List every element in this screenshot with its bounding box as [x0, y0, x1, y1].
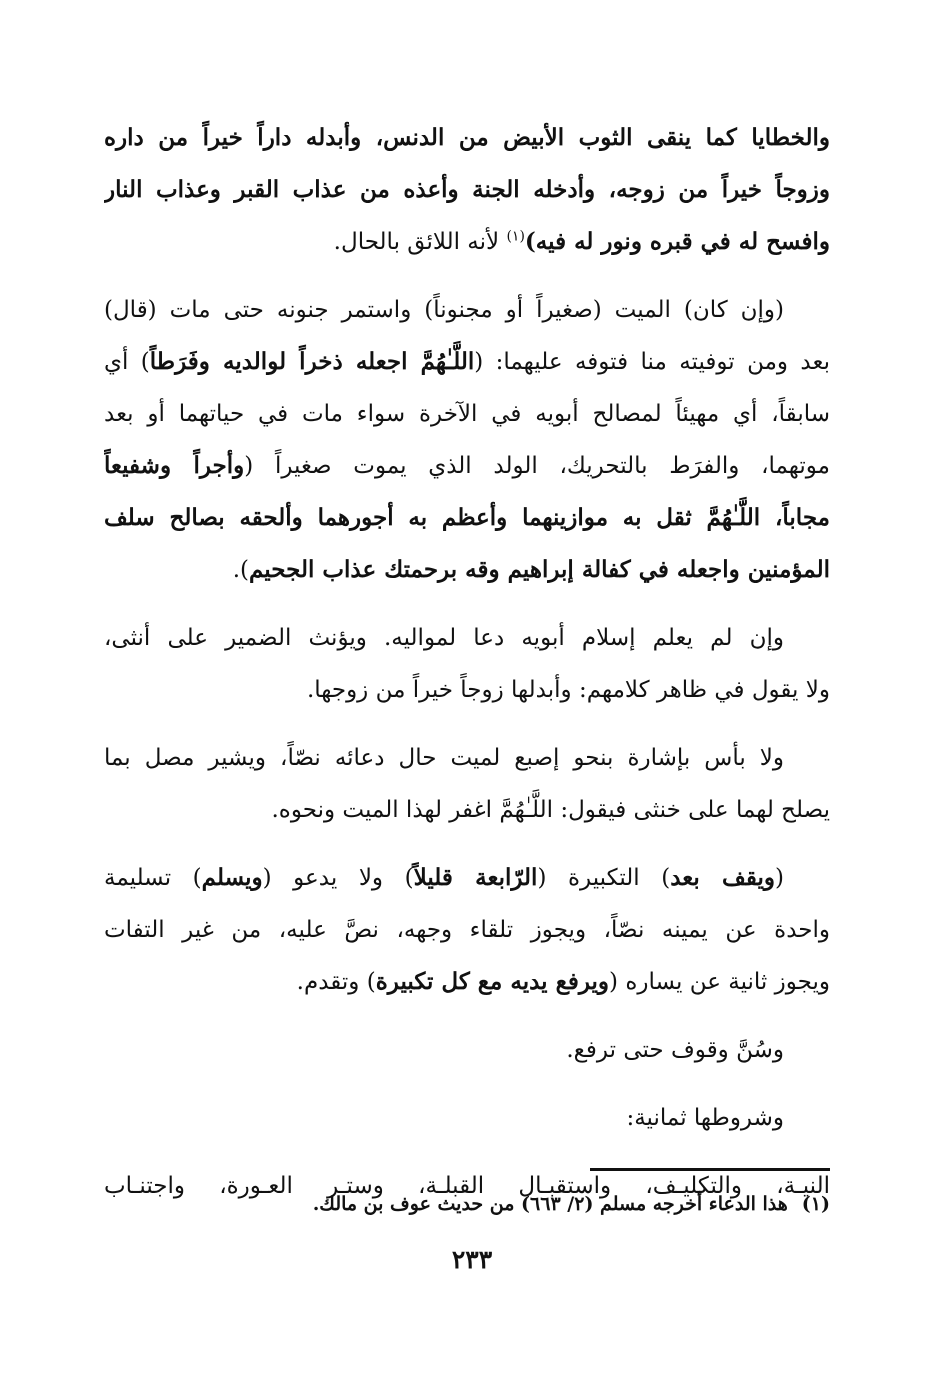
text-line: وإن لم يعلم إسلام أبويه دعا لمواليه. ويؤنث الضمير على أنثى، — [104, 625, 784, 651]
footnote — [104, 1186, 830, 1222]
paragraph-6 — [104, 1024, 830, 1076]
main-text — [104, 112, 830, 1228]
text-line: ولا يقول في ظاهر كلامهم: وأبدلها زوجاً خيراً من زوجها. — [306, 677, 830, 703]
footnote-separator — [590, 1168, 830, 1171]
text-line: وزوجاً خيراً من زوجه، وأدخله الجنة وأعذه من عذاب القبر وعذاب النار — [104, 176, 830, 203]
text-line: وشروطها ثمانية: — [626, 1105, 784, 1131]
text-line: واحدة عن يمينه نصّاً، ويجوز تلقاء وجهه، نصَّ عليه، من غير التفات — [104, 917, 830, 943]
text-line: ويجوز ثانية عن يساره (ويرفع يديه مع كل تكبيرة) وتقدم. — [296, 968, 830, 995]
text-line: (وإن كان) الميت (صغيراً أو مجنوناً) واستمر جنونه حتى مات (قال) — [104, 297, 784, 323]
text-line: يصلح لهما على خنثى فيقول: اللَّـٰهُمَّ اغفر لهذا الميت ونحوه. — [271, 797, 830, 823]
paragraph-4 — [104, 732, 830, 836]
text-line: المؤمنين واجعله في كفالة إبراهيم وقه برحمتك عذاب الجحيم). — [232, 556, 830, 583]
text-line: النيـة، والتكليـف، واستقبـال القبلـة، وستـر العـورة، واجتنـاب — [104, 1173, 830, 1199]
text-line: والخطايا كما ينقى الثوب الأبيض من الدنس، وأبدله داراً خيراً من داره — [104, 124, 830, 151]
text-line: بعد ومن توفيته منا فتوفه عليهما: (اللَّـٰهُمَّ اجعله ذخراً لوالديه وفَرَطاً) أي — [104, 348, 830, 375]
paragraph-7 — [104, 1092, 830, 1144]
text-line: وسُنَّ وقوف حتى ترفع. — [566, 1037, 784, 1063]
footnote-reference: (١) — [506, 228, 525, 245]
page-number: ٢٣٣ — [451, 1245, 493, 1274]
text-line: موتهما، والفرَط بالتحريك، الولد الذي يموت صغيراً (وأجراً وشفيعاً — [104, 452, 830, 479]
paragraph-3 — [104, 612, 830, 716]
footnote-text: هذا الدعاء أخرجه مسلم (٢/ ٦٦٣) من حديث عوف بن مالك. — [312, 1193, 788, 1215]
text-line: وافسح له في قبره ونور له فيه)$^{(١)}$ لأنه اللائق بالحال. — [333, 228, 830, 255]
text-line: (ويقف بعد) التكبيرة (الرّابعة قليلاً) ولا يدعو (ويسلم) تسليمة — [104, 864, 784, 891]
text-line: ولا بأس بإشارة بنحو إصبع لميت حال دعائه نصّاً، ويشير مصل بما — [104, 745, 784, 771]
text-line: سابقاً، أي مهيئاً لمصالح أبويه في الآخرة سواء مات في حياتهما أو بعد — [104, 401, 830, 427]
paragraph-1 — [104, 112, 830, 268]
text-line: مجاباً، اللَّـٰهُمَّ ثقل به موازينهما وأعظم به أجورهما وألحقه بصالح سلف — [104, 504, 830, 531]
paragraph-5 — [104, 852, 830, 1008]
footnote-number: (١) — [801, 1193, 830, 1215]
paragraph-2 — [104, 284, 830, 596]
